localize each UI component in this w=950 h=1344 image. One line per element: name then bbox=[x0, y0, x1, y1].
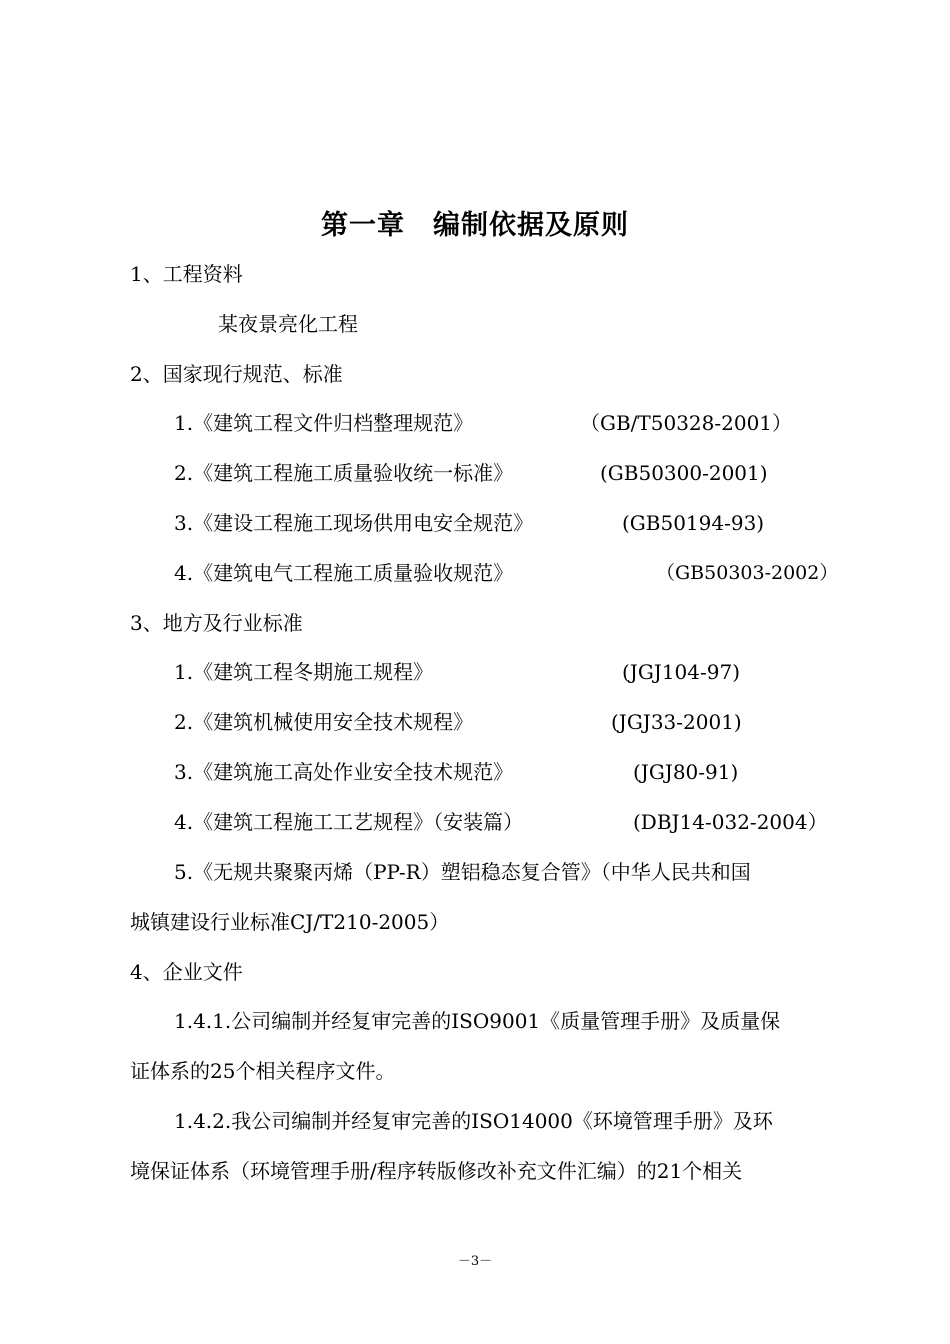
chapter-title: 第一章 编制依据及原则 bbox=[321, 210, 629, 241]
section-2-item-3-code: (GB50194-93) bbox=[622, 511, 765, 535]
section-4-paragraph-2-line-2: 境保证体系（环境管理手册/程序转版修改补充文件汇编）的21个相关 bbox=[130, 1159, 743, 1183]
section-2-item-3: 3.《建设工程施工现场供用电安全规范》 bbox=[174, 511, 534, 535]
section-2-item-2-code: (GB50300-2001) bbox=[600, 461, 768, 485]
section-3-item-3-code: (JGJ80-91) bbox=[633, 760, 739, 784]
section-4-paragraph-1-line-1: 1.4.1.公司编制并经复审完善的ISO9001《质量管理手册》及质量保 bbox=[174, 1009, 781, 1033]
section-3-item-3: 3.《建筑施工高处作业安全技术规范》 bbox=[174, 760, 514, 784]
section-3-item-1-code: (JGJ104-97) bbox=[622, 660, 740, 684]
section-1-heading: 1、工程资料 bbox=[130, 262, 243, 286]
section-4-paragraph-2-line-1: 1.4.2.我公司编制并经复审完善的ISO14000《环境管理手册》及环 bbox=[174, 1109, 773, 1133]
section-3-item-2-code: (JGJ33-2001) bbox=[611, 710, 742, 734]
section-3-item-4: 4.《建筑工程施工工艺规程》（安装篇） bbox=[174, 810, 524, 834]
section-2-item-4-code: （GB50303-2002） bbox=[656, 562, 839, 584]
section-2-heading: 2、国家现行规范、标准 bbox=[130, 362, 343, 386]
section-3-item-1: 1.《建筑工程冬期施工规程》 bbox=[174, 660, 434, 684]
section-2-item-4: 4.《建筑电气工程施工质量验收规范》 bbox=[174, 561, 514, 585]
page-number: －3－ bbox=[457, 1254, 493, 1269]
section-3-item-5-line-2: 城镇建设行业标准CJ/T210-2005） bbox=[130, 910, 450, 934]
section-3-item-5-line-1: 5.《无规共聚聚丙烯（PP-R）塑铝稳态复合管》（中华人民共和国 bbox=[174, 860, 751, 884]
section-2-item-1-code: （GB/T50328-2001） bbox=[580, 411, 793, 435]
section-3-item-4-code: (DBJ14-032-2004） bbox=[633, 810, 828, 834]
section-3-item-2: 2.《建筑机械使用安全技术规程》 bbox=[174, 710, 474, 734]
section-1-item: 某夜景亮化工程 bbox=[218, 312, 358, 336]
section-3-heading: 3、地方及行业标准 bbox=[130, 611, 303, 635]
section-4-paragraph-1-line-2: 证体系的25个相关程序文件。 bbox=[130, 1059, 396, 1083]
section-4-heading: 4、企业文件 bbox=[130, 960, 243, 984]
section-2-item-2: 2.《建筑工程施工质量验收统一标准》 bbox=[174, 461, 514, 485]
section-2-item-1: 1.《建筑工程文件归档整理规范》 bbox=[174, 411, 474, 435]
